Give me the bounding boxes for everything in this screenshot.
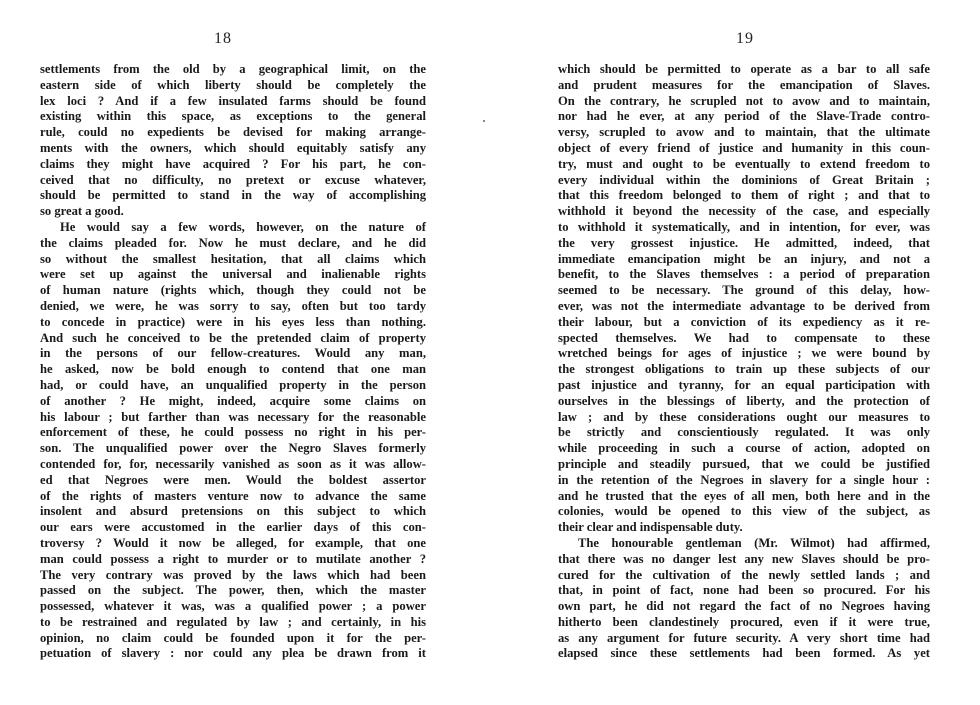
text-line: And such he conceived to be the pretended claim of property <box>40 330 426 345</box>
text-line: He would say a few words, however, on the nature of <box>60 219 426 234</box>
text-line: our ears were accustomed in the earlier days of this con- <box>40 520 426 535</box>
text-line: possessed, whatever it was, was a qualified power ; a power <box>40 599 426 614</box>
text-line: claims they might have acquired ? For his part, he con- <box>40 156 426 171</box>
text-line: ourselves in the blessings of liberty, and the protection of <box>558 393 930 408</box>
text-line: contended for, for, necessarily vanished as soon as it was allow- <box>40 456 426 471</box>
text-line: as any argument for future security. A very short time had <box>558 630 930 645</box>
text-line: so without the smallest hesitation, that all claims which <box>40 251 426 266</box>
text-line: be strictly and conscientiously regulated. It was only <box>558 425 930 440</box>
text-line: immediate emancipation might be an injury, and not a <box>558 251 930 266</box>
text-line: withhold it beyond the necessity of the case, and especially <box>558 204 930 219</box>
text-line: enforcement of these, he could possess no right in his per- <box>40 425 426 440</box>
text-line: were set up against the universal and inalienable rights <box>40 267 426 282</box>
text-line: to withhold it systematically, and in intention, for ever, was <box>558 219 930 234</box>
text-line: petuation of slavery : nor could any plea be drawn from it <box>40 646 426 661</box>
text-line: ed that Negroes were men. Would the boldest assertor <box>40 472 426 487</box>
text-line: the strongest obligations to train up these subjects of our <box>558 362 930 377</box>
text-line: object of every friend of justice and humanity in this coun- <box>558 140 930 155</box>
text-line: past injustice and tyranny, for an equal participation with <box>558 377 930 392</box>
text-line: The very contrary was proved by the laws which had been <box>40 567 426 582</box>
text-line: lex loci ? And if a few insulated farms should be found <box>40 93 426 108</box>
text-line: the claims pleaded for. Now he must declare, and he did <box>40 235 426 250</box>
text-line: of the rights of masters venture now to advance the same <box>40 488 426 503</box>
text-line: should be permitted to stand in the way of accomplishing <box>40 188 426 203</box>
text-line: seemed to be necessary. The ground of this delay, how- <box>558 283 930 298</box>
text-line: eastern side of which liberty should be completely the <box>40 77 426 92</box>
text-line: troversy ? Would it now be alleged, for example, that one <box>40 535 426 550</box>
text-line: their clear and indispensable duty. <box>558 520 743 535</box>
text-line: ments with the owners, which should equitably satisfy any <box>40 140 426 155</box>
text-line: try, must and ought to be eventually to extend freedom to <box>558 156 930 171</box>
text-line: The honourable gentleman (Mr. Wilmot) had affirmed, <box>578 535 930 550</box>
text-line: own part, he did not regard the fact of no Negroes having <box>558 599 930 614</box>
text-line: ceived that no difficulty, no pretext or excuse whatever, <box>40 172 426 187</box>
text-line: in the persons of our fellow-creatures. Would any man, <box>40 346 426 361</box>
text-line: had, or could have, an unqualified property in the person <box>40 377 426 392</box>
text-line: elapsed since these settlements had been formed. As yet <box>558 646 930 661</box>
text-line: that, in point of fact, none had been so procured. For his <box>558 583 930 598</box>
right-page <box>490 0 980 705</box>
text-line: ever, was not the intermediate advantage to be derived from <box>558 298 930 313</box>
text-line: denied, we were, he was sorry to say, often but too tardy <box>40 298 426 313</box>
text-line: cured for the cultivation of the newly settled lands ; and <box>558 567 930 582</box>
text-line: law ; and by these considerations ought our measures to <box>558 409 930 424</box>
page-number-right: 19 <box>736 30 754 47</box>
right-page-text <box>558 62 930 662</box>
text-line: benefit, to the Slaves themselves : a period of preparation <box>558 267 930 282</box>
text-line: and he trusted that the eyes of all men, both here and in the <box>558 488 930 503</box>
text-line: versy, scrupled to avow and to maintain, that the ultimate <box>558 125 930 140</box>
gutter-speck <box>483 120 485 122</box>
text-line: to be restrained and regulated by law ; and certainly, in his <box>40 614 426 629</box>
text-line: insolent and absurd pretensions on this subject to which <box>40 504 426 519</box>
text-line: his labour ; but farther than was necessary for the reasonable <box>40 409 426 424</box>
text-line: existing within this space, as exceptions to the general <box>40 109 426 124</box>
page-number-left: 18 <box>214 30 232 47</box>
text-line: passed on the subject. The power, then, which the master <box>40 583 426 598</box>
text-line: On the contrary, he scrupled not to avow and to maintain, <box>558 93 930 108</box>
text-line: wretched beings for ages of injustice ; we were bound by <box>558 346 930 361</box>
text-line: nor had he ever, at any period of the Slave-Trade contro- <box>558 109 930 124</box>
text-line: he asked, now be bold enough to contend that one man <box>40 362 426 377</box>
text-line: of human nature (rights which, though they could not be <box>40 283 426 298</box>
text-line: principle and steadily pursued, that we could be justified <box>558 456 930 471</box>
text-line: and prudent measures for the emancipation of Slaves. <box>558 77 930 92</box>
text-line: colonies, would be opened to this view of the subject, as <box>558 504 930 519</box>
text-line: their labour, but a conviction of its expediency as it re- <box>558 314 930 329</box>
text-line: opinion, no claim could be founded upon it for the per- <box>40 630 426 645</box>
text-line: while proceeding in such a course of action, adopted on <box>558 441 930 456</box>
text-line: to concede in practice) were in his eyes less than nothing. <box>40 314 426 329</box>
text-line: of another ? He might, indeed, acquire some claims on <box>40 393 426 408</box>
text-line: so great a good. <box>40 204 124 219</box>
text-line: man could possess a right to murder or to mutilate another ? <box>40 551 426 566</box>
text-line: which should be permitted to operate as a bar to all safe <box>558 62 930 76</box>
text-line: that this freedom belonged to them of right ; and that to <box>558 188 930 203</box>
text-line: hitherto been clandestinely procured, even if it were true, <box>558 614 930 629</box>
text-line: every individual within the dominions of Great Britain ; <box>558 172 930 187</box>
text-line: that there was no danger lest any new Slaves should be pro- <box>558 551 930 566</box>
text-line: the very grossest injustice. He admitted, indeed, that <box>558 235 930 250</box>
left-page-text <box>40 62 426 662</box>
text-line: settlements from the old by a geographical limit, on the <box>40 62 426 76</box>
text-line: in the retention of the Negroes in slavery for a single hour : <box>558 472 930 487</box>
text-line: spected themselves. We had to compensate to these <box>558 330 930 345</box>
text-line: son. The unqualified power over the Negro Slaves formerly <box>40 441 426 456</box>
text-line: rule, could no expedients be devised for making arrange- <box>40 125 426 140</box>
